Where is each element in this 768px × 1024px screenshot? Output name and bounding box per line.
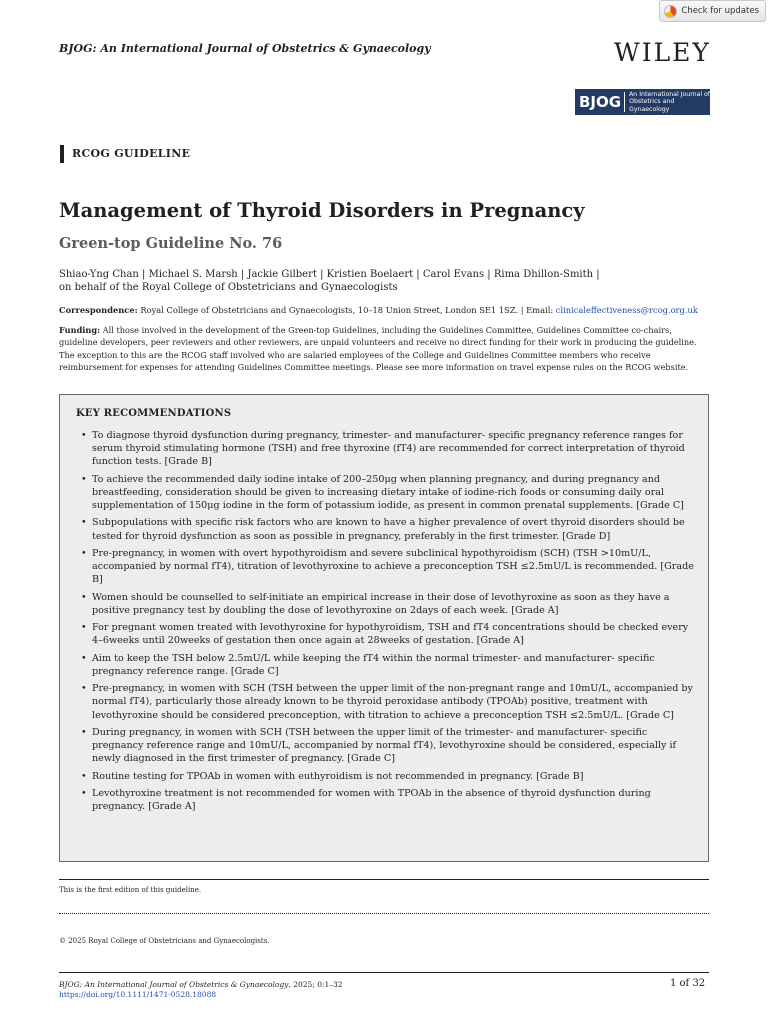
recommendation-item — [76, 429, 696, 469]
authors-line-2: on behalf of the Royal College of Obstetricians and Gynaecologists — [59, 282, 398, 293]
bullet-icon: • — [81, 547, 87, 559]
recommendation-text: To diagnose thyroid dysfunction during pregnancy, trimester- and manufacturer- specific pregnancy reference ranges for serum thyroid stimulating hormone (TSH) and free thyroxine (fT4) are recommended for correct interpretation of thyroid function tests. [Grade B] — [92, 430, 685, 468]
funding-text: All those involved in the development of the Green-top Guidelines, including the Guidelines Committee, Guidelines Committee co-chairs, guideline developers, peer reviewers and other reviewers, are unpaid volunteers and receive no direct funding for their work in producing the guideline. The exception to this are the RCOG staff involved who are salaried employees of the College and Guidelines Committee members who receive reimbursement for expenses for attending Guidelines Committee meetings. Please see more information on travel expense rules on the RCOG website. — [59, 325, 697, 372]
footer-citation — [59, 980, 343, 989]
bjog-logo-line2: Obstetrics and Gynaecology — [629, 98, 675, 113]
authors-line-1: Shiao-Yng Chan | Michael S. Marsh | Jackie Gilbert | Kristien Boelaert | Carol Evans | Rima Dhillon-Smith | — [59, 269, 600, 280]
page-number: 1 of 32 — [670, 978, 706, 989]
check-for-updates-button[interactable] — [659, 0, 766, 22]
funding-label: Funding: — [59, 325, 101, 335]
article-subtitle: Green-top Guideline No. 76 — [59, 235, 283, 252]
recommendation-item — [76, 621, 696, 647]
bjog-logo — [575, 89, 710, 115]
check-for-updates-label: Check for updates — [681, 6, 759, 16]
bullet-icon: • — [81, 787, 87, 799]
article-title: Management of Thyroid Disorders in Pregnancy — [59, 199, 585, 222]
divider — [59, 879, 709, 880]
dotted-divider — [59, 913, 709, 914]
key-recommendations-heading: KEY RECOMMENDATIONS — [76, 408, 232, 419]
footer-journal: BJOG: An International Journal of Obstetrics & Gynaecology — [59, 980, 289, 989]
correspondence-email-link[interactable]: clinicaleffectiveness@rcog.org.uk — [555, 305, 698, 315]
recommendation-item — [76, 591, 696, 617]
bullet-icon: • — [81, 652, 87, 664]
recommendation-item — [76, 726, 696, 766]
author-list — [59, 268, 709, 294]
recommendation-item — [76, 473, 696, 513]
key-recommendations-box — [59, 394, 709, 862]
bjog-logo-line1: An International Journal of — [629, 90, 710, 98]
recommendation-text: Routine testing for TPOAb in women with euthyroidism is not recommended in pregnancy. [Grade B] — [92, 770, 584, 782]
recommendation-item — [76, 770, 696, 783]
recommendation-text: During pregnancy, in women with SCH (TSH between the upper limit of the trimester- and manufacturer- specific pregnancy reference range and 10mU/L, accompanied by normal fT4), levothyroxine should be considered, especially if newly diagnosed in the first trimester of pregnancy. [Grade C] — [92, 726, 677, 765]
bullet-icon: • — [81, 770, 87, 782]
recommendation-text: Pre-pregnancy, in women with SCH (TSH between the upper limit of the non-pregnant range and 10mU/L, accompanied by normal fT4), particularly those already known to be thyroid peroxidase antibody (TPOAb) positive, treatment with levothyroxine should be considered preconception, with titration to achieve a preconception TSH ≤2.5mU/L. [Grade C] — [92, 683, 693, 721]
bullet-icon: • — [81, 517, 87, 529]
bullet-icon: • — [81, 726, 87, 738]
bjog-logo-text — [625, 91, 710, 114]
recommendation-item — [76, 682, 696, 722]
recommendation-text: To achieve the recommended daily iodine intake of 200–250μg when planning pregnancy, and during pregnancy and breastfeeding, consideration should be given to increasing dietary intake of iodine-rich foods or consuming daily oral supplementation of 150μg iodine in the form of potassium iodide, as present in common prenatal supplements. [Grade C] — [92, 473, 684, 512]
correspondence-text: Royal College of Obstetricians and Gynaecologists, 10–18 Union Street, London SE1 1SZ. | Email: — [137, 305, 556, 315]
bullet-icon: • — [81, 430, 87, 441]
journal-header: BJOG: An International Journal of Obstetrics & Gynaecology — [59, 42, 431, 55]
recommendation-text: Levothyroxine treatment is not recommended for women with TPOAb in the absence of thyroid dysfunction during pregnancy. [Grade A] — [92, 787, 651, 813]
correspondence-label: Correspondence: — [59, 305, 138, 315]
publisher-logo: WILEY — [614, 38, 711, 67]
recommendation-item — [76, 516, 696, 542]
footer-citation-text: , 2025; 0:1–32 — [288, 980, 343, 989]
funding-statement — [59, 324, 711, 373]
recommendation-text: Aim to keep the TSH below 2.5mU/L while keeping the fT4 within the normal trimester- and manufacturer- specific pregnancy reference range. [Grade C] — [92, 652, 655, 677]
bjog-logo-abbr: BJOG — [575, 92, 625, 112]
bullet-icon: • — [81, 591, 87, 603]
recommendation-item — [76, 787, 696, 813]
correspondence — [59, 305, 698, 315]
recommendation-text: Subpopulations with specific risk factors who are known to have a higher prevalence of overt thyroid disorders should be tested for thyroid dysfunction as soon as possible in pregnancy, preferably in the first trimester. [Grade D] — [92, 517, 685, 542]
copyright-notice: © 2025 Royal College of Obstetricians and Gynaecologists. — [59, 937, 270, 945]
key-recommendations-list — [76, 429, 696, 817]
recommendation-text: Women should be counselled to self-initiate an empirical increase in their dose of levothyroxine as soon as they have a positive pregnancy test by doubling the dose of levothyroxine on 2days of each week. [Grade A] — [92, 591, 670, 616]
recommendation-item — [76, 547, 696, 587]
footer-divider — [59, 972, 709, 973]
bullet-icon: • — [81, 683, 87, 695]
section-label-bar — [60, 145, 64, 163]
recommendation-text: Pre-pregnancy, in women with overt hypothyroidism and severe subclinical hypothyroidism (SCH) (TSH >10mU/L, accompanied by normal fT4), titration of levothyroxine to achieve a preconception TSH ≤2.5mU/L is recommended. [Grade B] — [92, 547, 694, 586]
edition-note: This is the first edition of this guideline. — [59, 886, 202, 894]
bullet-icon: • — [81, 622, 87, 634]
bullet-icon: • — [81, 473, 87, 485]
section-label: RCOG GUIDELINE — [72, 147, 191, 160]
crossmark-icon — [664, 5, 677, 18]
recommendation-item — [76, 652, 696, 678]
recommendation-text: For pregnant women treated with levothyroxine for hypothyroidism, TSH and fT4 concentrations should be checked every 4–6weeks until 20weeks of gestation then once again at 28weeks of gestation. [Grade A] — [92, 622, 689, 647]
doi-link[interactable]: https://doi.org/10.1111/1471-0528.18088 — [59, 990, 217, 999]
